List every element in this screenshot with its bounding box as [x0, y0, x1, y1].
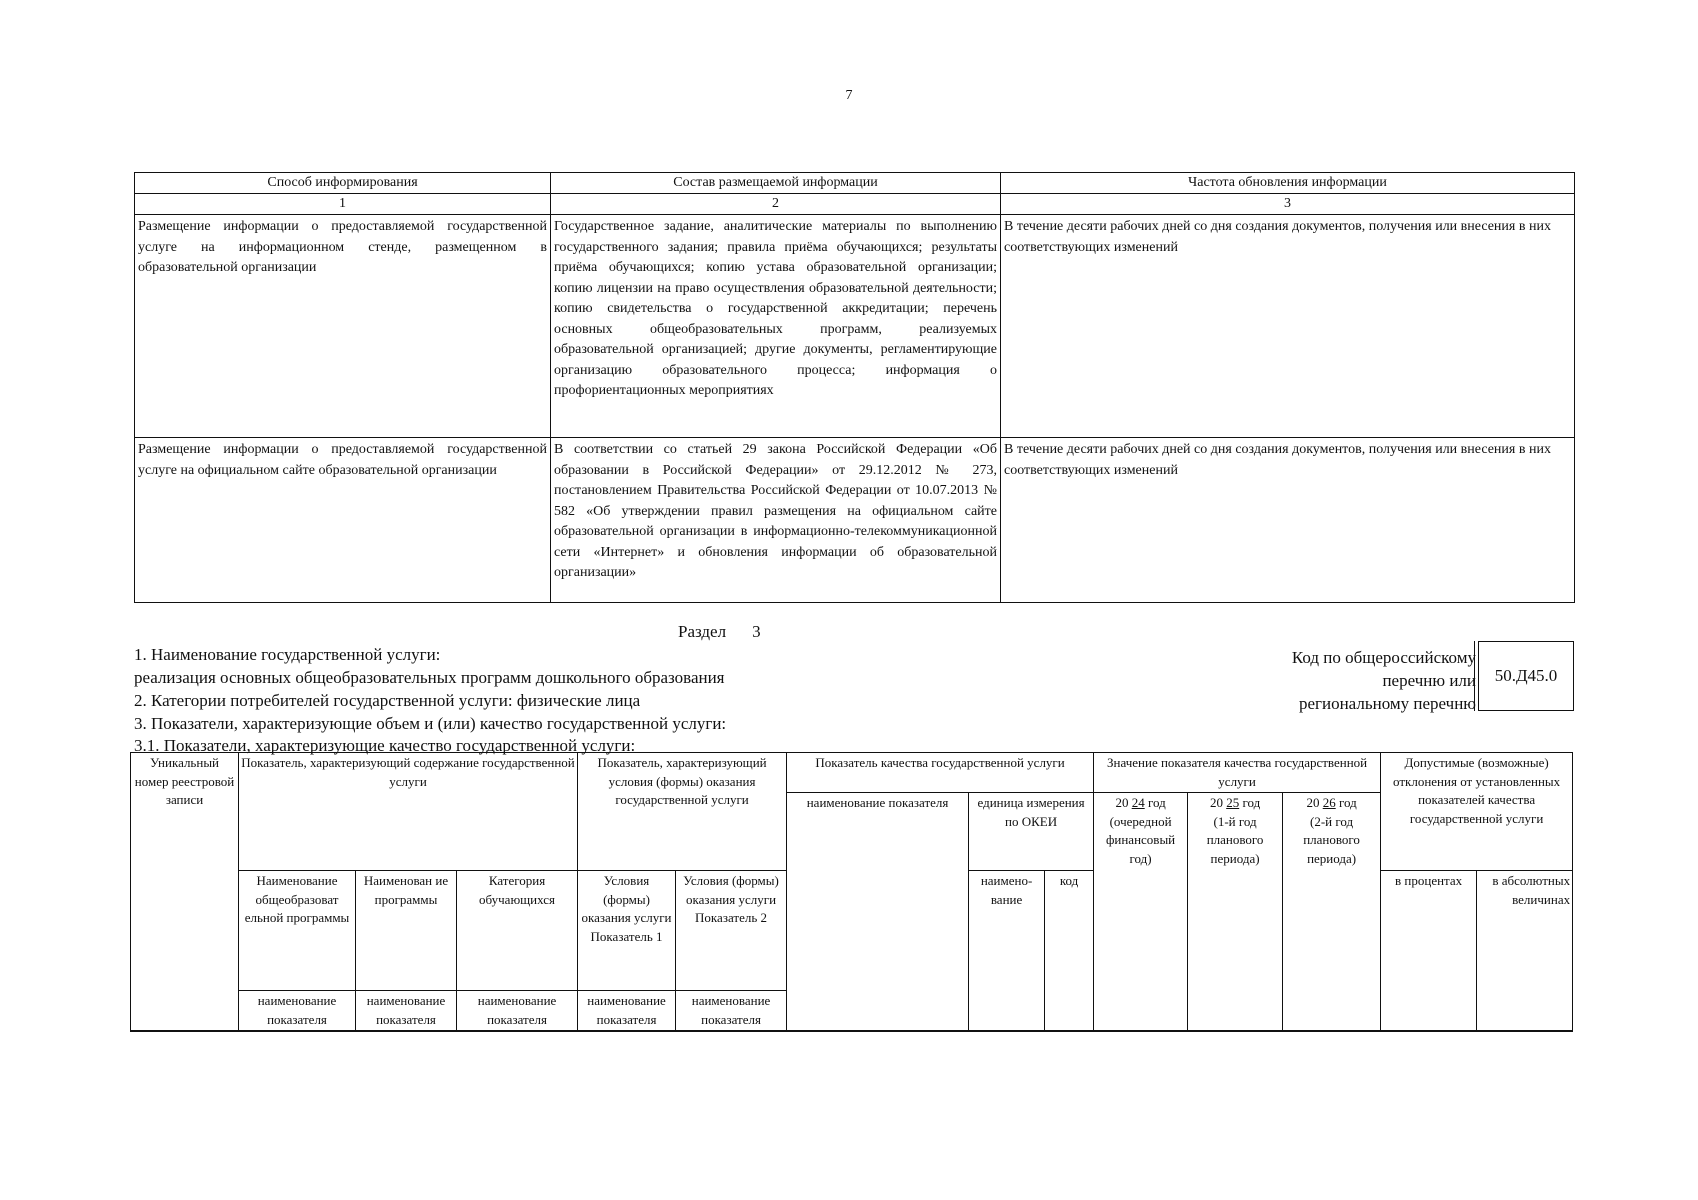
- student-category-subheader: Категория обучающихся: [457, 871, 578, 991]
- year-value: 26: [1322, 795, 1336, 810]
- info-method-cell: Размещение информации о предоставляемой государственной услуге на официальном сайте образовательной организации: [135, 438, 551, 603]
- condition-2-subheader: Условия (формы) оказания услуги Показатель 2: [676, 871, 787, 991]
- indicators-heading: 3. Показатели, характеризующие объем и (или) качество государственной услуги:: [134, 714, 727, 733]
- indicator-name-label: наименование показателя: [676, 991, 787, 1032]
- quality-indicators-table: [130, 752, 1573, 1032]
- info-header-method: Способ информирования: [135, 173, 551, 194]
- service-name-value: реализация основных общеобразовательных программ дошкольного образования: [134, 668, 725, 687]
- info-number-row: [135, 194, 1575, 215]
- section-title: [678, 622, 761, 642]
- info-content-cell: Государственное задание, аналитические материалы по выполнению государственного задания; правила приёма обучающихся; результаты приёма обучающихся; копию устава образовательной организации; копию лицензии на право осуществления образовательной деятельности; копию свидетельства о государственной аккредитации; перечень основных общеобразовательных программ, реализуемых образовательной организацией; другие документы, регламентирующие организацию образовательного процесса; информация о профориентационных мероприятиях: [551, 215, 1001, 438]
- indicator-name-header: наименование показателя: [787, 793, 969, 1032]
- registry-code: 50.Д45.0: [1494, 666, 1558, 685]
- info-method-cell: Размещение информации о предоставляемой государственной услуге на информационном стенде, размещенном в образовательной организации: [135, 215, 551, 438]
- info-content-cell: В соответствии со статьей 29 закона Российской Федерации «Об образовании в Российской Федерации» от 29.12.2012 № 273, постановлением Правительства Российской Федерации от 10.07.2013 № 582 «Об утверждении правил размещения на официальном сайте образовательной организации в информационно-телекоммуникационной сети «Интернет» и обновления информации об образовательной организации»: [551, 438, 1001, 603]
- program-name-subheader: Наименование общеобразоват ельной программы: [239, 871, 356, 991]
- service-name-label: 1. Наименование государственной услуги:: [134, 645, 441, 664]
- section-label: Раздел: [678, 622, 727, 641]
- year-2025-header: [1188, 793, 1283, 1032]
- unit-okei-header: единица измерения по ОКЕИ: [969, 793, 1094, 871]
- year-2024-header: [1094, 793, 1188, 1032]
- indicator-name-label: наименование показателя: [457, 991, 578, 1032]
- info-col-number-1: 1: [135, 194, 551, 215]
- info-frequency-cell: В течение десяти рабочих дней со дня создания документов, получения или внесения в них соответствующих изменений: [1001, 438, 1575, 603]
- conditions-indicator-header: Показатель, характеризующий условия (формы) оказания государственной услуги: [578, 753, 787, 871]
- year-prefix: 20: [1209, 795, 1223, 810]
- year-value: 24: [1131, 795, 1145, 810]
- program-naming-subheader: Наименован ие программы: [356, 871, 457, 991]
- indicator-values-header: Значение показателя качества государственной услуги: [1094, 753, 1381, 793]
- indicator-name-label: наименование показателя: [578, 991, 676, 1032]
- unit-code-subheader: код: [1045, 871, 1094, 1032]
- quality-header-row-1: [131, 753, 1573, 793]
- deviation-header: Допустимые (возможные) отклонения от установленных показателей качества государственной услуги: [1381, 753, 1573, 871]
- info-header-row: [135, 173, 1575, 194]
- indicator-name-label: наименование показателя: [239, 991, 356, 1032]
- year-prefix: 20: [1115, 795, 1129, 810]
- unit-name-subheader: наимено-вание: [969, 871, 1045, 1032]
- year-value: 25: [1226, 795, 1240, 810]
- absolute-subheader: в абсолютных величинах: [1477, 871, 1573, 1032]
- info-row-stand: [135, 215, 1575, 438]
- code-divider: [1474, 641, 1475, 711]
- page-number: 7: [845, 88, 853, 103]
- code-label-line-1: Код по общероссийскому: [1291, 648, 1476, 667]
- info-frequency-cell: В течение десяти рабочих дней со дня создания документов, получения или внесения в них соответствующих изменений: [1001, 215, 1575, 438]
- code-label-line-3: региональному перечню: [1298, 694, 1476, 713]
- quality-indicator-header: Показатель качества государственной услуги: [787, 753, 1094, 793]
- info-col-number-3: 3: [1001, 194, 1575, 215]
- section-number: 3: [752, 622, 761, 641]
- year-suffix: год: [1147, 795, 1166, 810]
- registry-code-box: [1478, 641, 1574, 711]
- year-suffix: год: [1242, 795, 1261, 810]
- info-header-frequency: Частота обновления информации: [1001, 173, 1575, 194]
- year-note: (2-й год планового периода): [1303, 813, 1360, 866]
- code-label-line-2: перечню или: [1382, 671, 1476, 690]
- consumer-category: 2. Категории потребителей государственной услуги: физические лица: [134, 691, 641, 710]
- year-prefix: 20: [1306, 795, 1320, 810]
- info-header-content: Состав размещаемой информации: [551, 173, 1001, 194]
- quality-indicators-heading: 3.1. Показатели, характеризующие качество государственной услуги:: [134, 736, 636, 755]
- year-note: (1-й год планового периода): [1206, 813, 1264, 866]
- info-row-website: [135, 438, 1575, 603]
- year-suffix: год: [1338, 795, 1357, 810]
- indicator-name-label: наименование показателя: [356, 991, 457, 1032]
- condition-1-subheader: Условия (формы) оказания услуги Показатель 1: [578, 871, 676, 991]
- info-col-number-2: 2: [551, 194, 1001, 215]
- registry-number-header: Уникальный номер реестровой записи: [131, 753, 239, 1032]
- information-method-table: [134, 172, 1575, 603]
- year-2026-header: [1283, 793, 1381, 1032]
- content-indicator-header: Показатель, характеризующий содержание государственной услуги: [239, 753, 578, 871]
- percent-subheader: в процентах: [1381, 871, 1477, 1032]
- year-note: (очередной финансовый год): [1105, 813, 1176, 866]
